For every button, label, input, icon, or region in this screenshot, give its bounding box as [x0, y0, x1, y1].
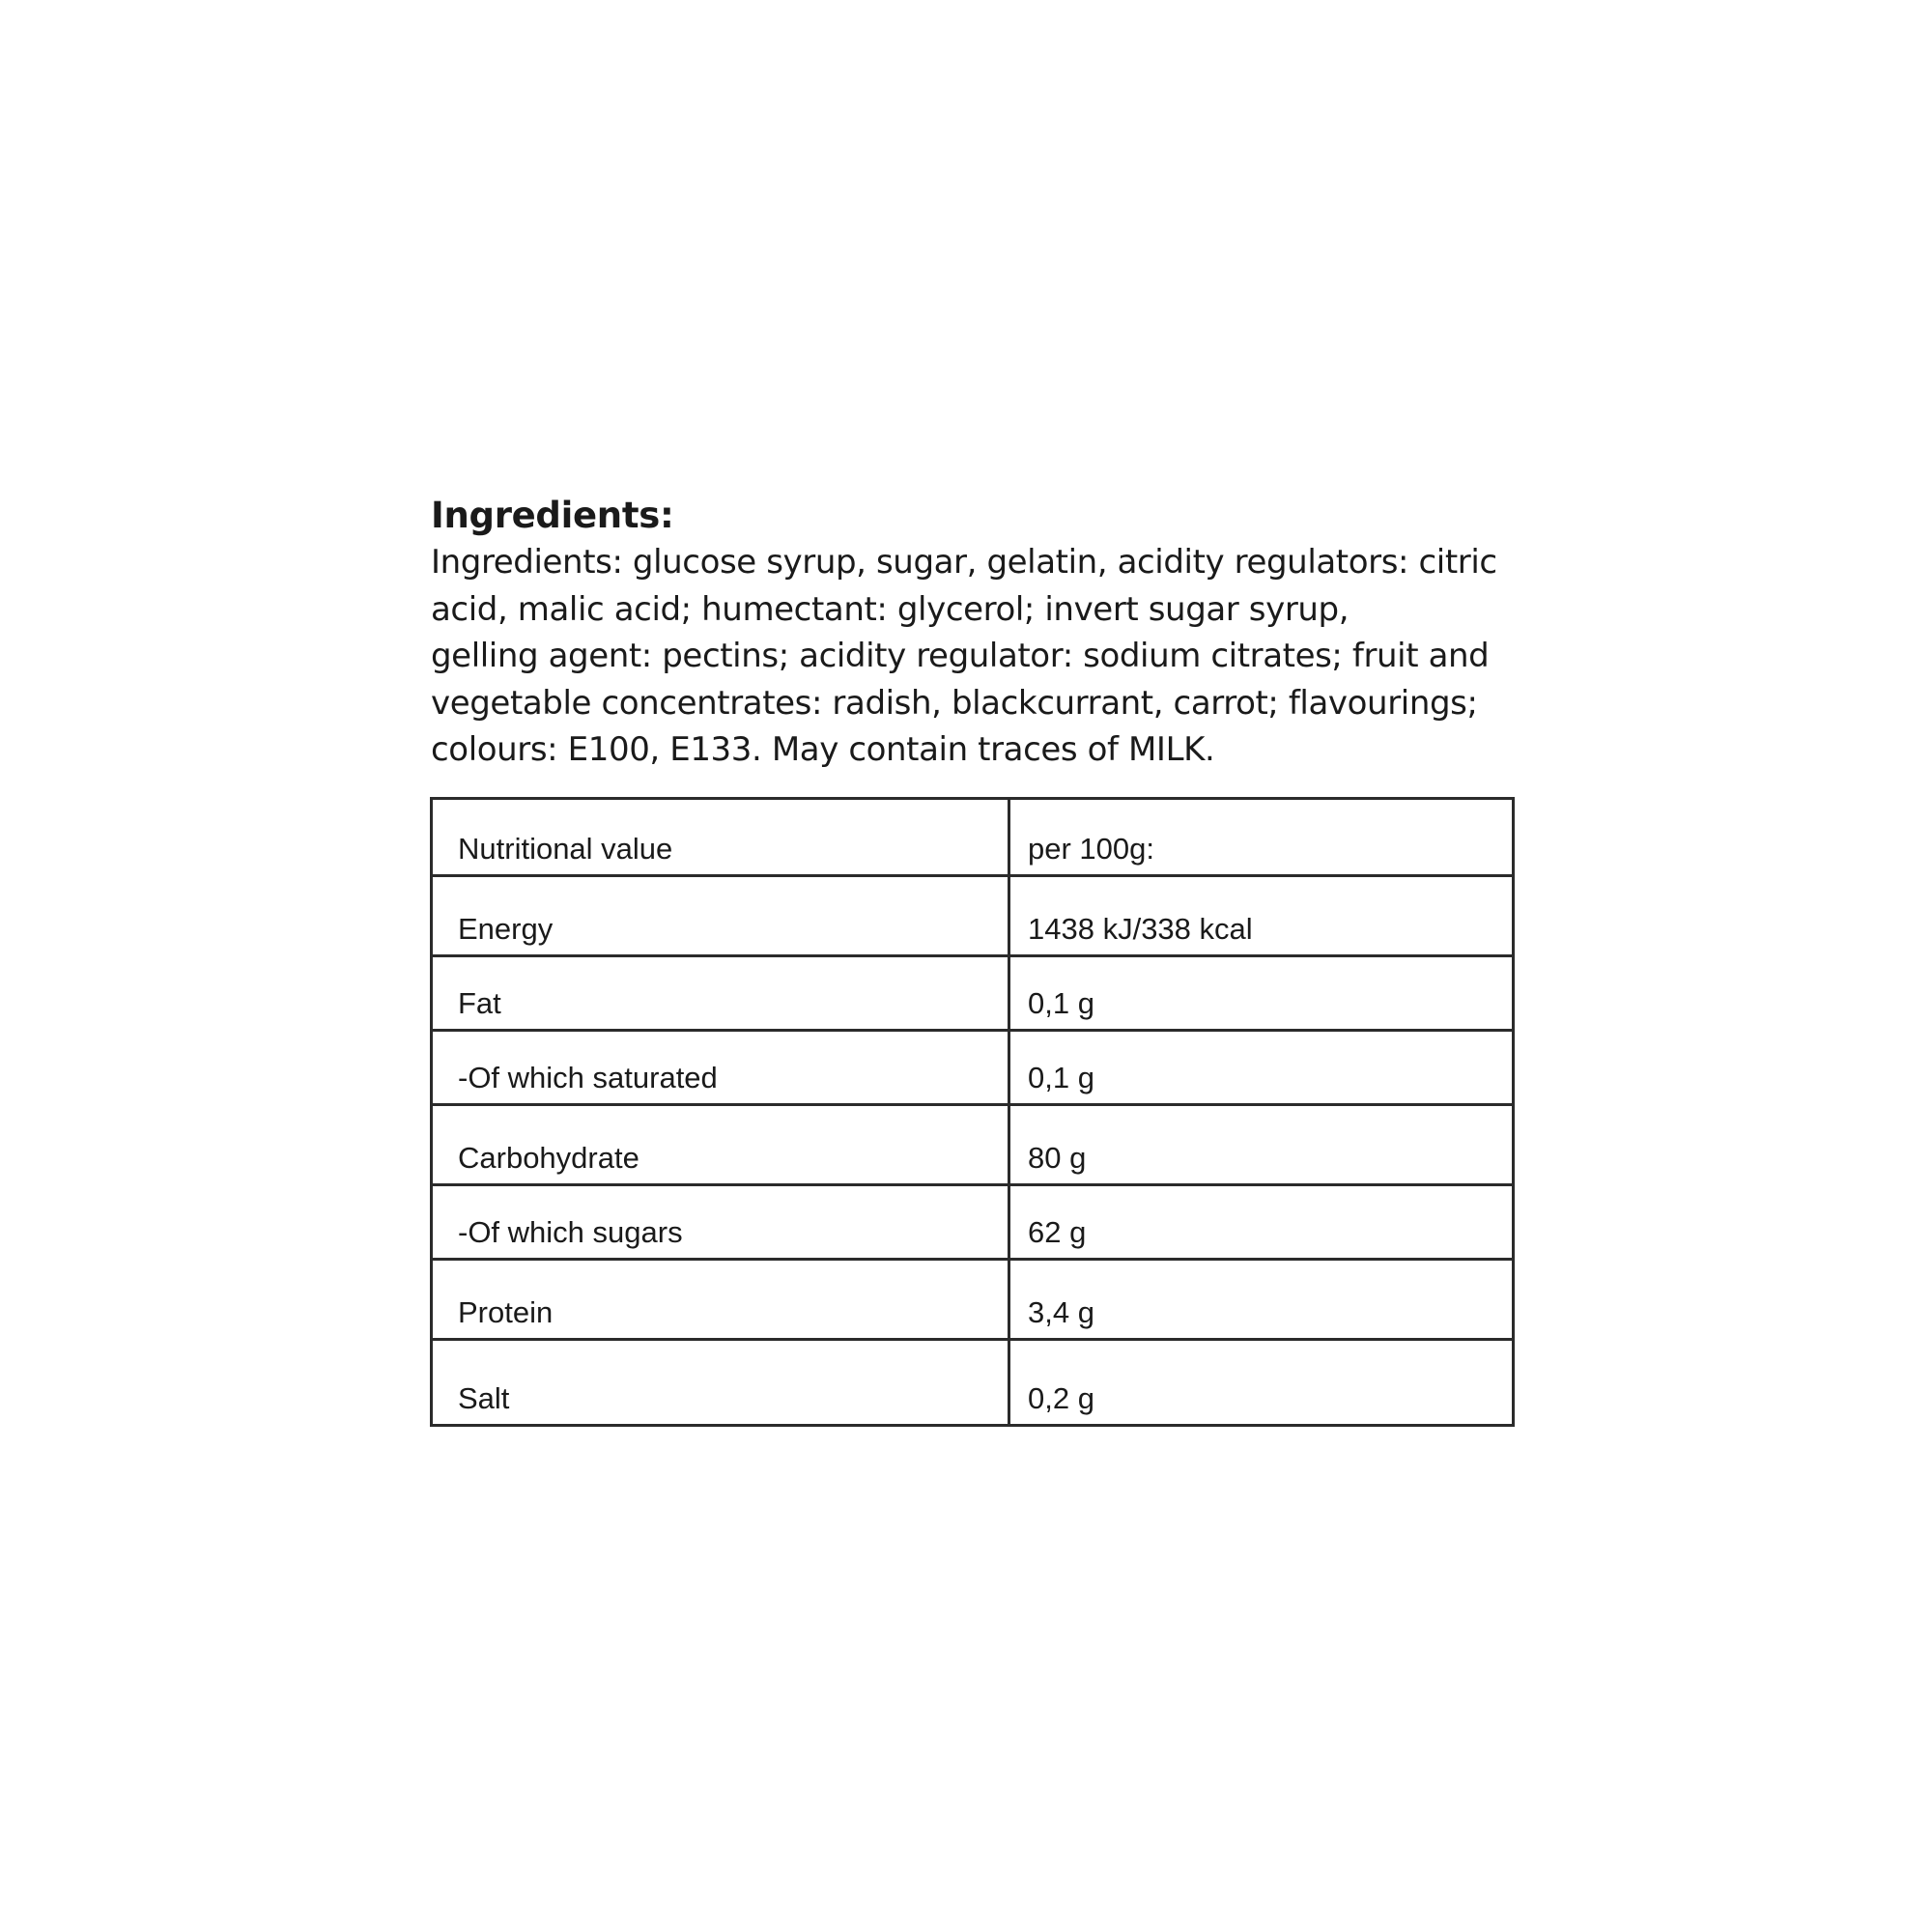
header-label-cell: Nutritional value: [432, 799, 1009, 876]
ingredients-text: [431, 539, 1532, 774]
table-row: [432, 1105, 1514, 1185]
row-label-cell: Carbohydrate: [432, 1105, 1009, 1185]
row-value-cell: 3,4 g: [1009, 1260, 1514, 1340]
row-value-cell: 1438 kJ/338 kcal: [1009, 876, 1514, 956]
row-value-cell: 0,1 g: [1009, 1031, 1514, 1105]
row-label-cell: -Of which saturated: [432, 1031, 1009, 1105]
row-label-cell: -Of which sugars: [432, 1185, 1009, 1260]
table-row: [432, 956, 1514, 1031]
table-row: [432, 1340, 1514, 1426]
header-value-cell: per 100g:: [1009, 799, 1514, 876]
table-row: [432, 876, 1514, 956]
row-value-cell: 0,2 g: [1009, 1340, 1514, 1426]
ingredients-heading: Ingredients:: [431, 495, 674, 536]
row-label-cell: Energy: [432, 876, 1009, 956]
row-label-cell: Salt: [432, 1340, 1009, 1426]
row-value-cell: 62 g: [1009, 1185, 1514, 1260]
table-row: [432, 1031, 1514, 1105]
ingredients-section: [431, 493, 1532, 774]
row-label-cell: Protein: [432, 1260, 1009, 1340]
ingredients-line: gelling agent: pectins; acidity regulator: sodium citrates; fruit and: [431, 637, 1490, 675]
ingredients-line: acid, malic acid; humectant: glycerol; invert sugar syrup,: [431, 589, 1350, 629]
ingredients-line: vegetable concentrates: radish, blackcurrant, carrot; flavourings;: [431, 683, 1478, 723]
ingredients-line: Ingredients: glucose syrup, sugar, gelatin, acidity regulators: citric: [431, 543, 1497, 582]
row-value-cell: 80 g: [1009, 1105, 1514, 1185]
row-label-cell: Fat: [432, 956, 1009, 1031]
row-value-cell: 0,1 g: [1009, 956, 1514, 1031]
table-header-row: [432, 799, 1514, 876]
ingredients-line: colours: E100, E133. May contain traces of MILK.: [431, 730, 1215, 769]
table-row: [432, 1185, 1514, 1260]
table-row: [432, 1260, 1514, 1340]
nutrition-table: [430, 797, 1515, 1427]
